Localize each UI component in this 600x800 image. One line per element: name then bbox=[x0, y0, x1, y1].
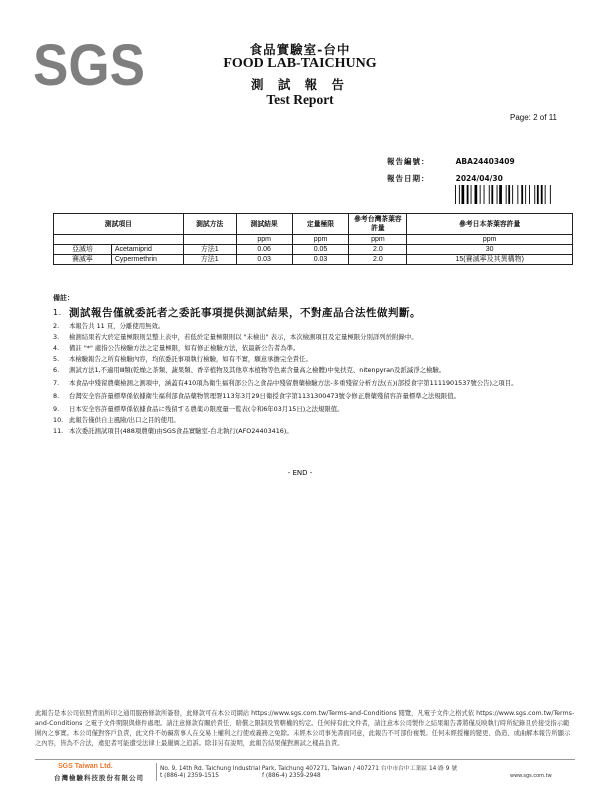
footer-address: No. 9, 14th Rd. Taichung Industrial Park, Taichung 407271, Taiwan / 407271 台中市台中工業區 14 路 9 號 bbox=[160, 766, 458, 772]
report-title-zh: 測 試 報 告 bbox=[250, 77, 350, 92]
table-row bbox=[54, 255, 573, 265]
col-taiwan-mrl: 參考台灣茶葉容許量 bbox=[349, 214, 407, 235]
taiwan-mrl-cell: 2.0 bbox=[349, 255, 407, 265]
method-cell: 方法1 bbox=[183, 255, 236, 265]
result-cell: 0.06 bbox=[236, 245, 292, 255]
report-date-value: 2024/04/30 bbox=[455, 174, 503, 183]
analyte-name-en: Acetamiprid bbox=[111, 245, 183, 255]
analyte-name-en: Cypermethrin bbox=[111, 255, 183, 265]
note-item: 11. 本次委託測試項目(488項農藥)由SGS食品實驗室-台北執行(AFO24403416)。 bbox=[53, 427, 293, 435]
col-test-item: 測試項目 bbox=[54, 214, 184, 235]
notes-list bbox=[53, 305, 573, 437]
unit-cell: ppm bbox=[292, 235, 349, 245]
footer-company-zh: 台灣檢驗科技股份有限公司 bbox=[54, 774, 144, 782]
sgs-logo bbox=[33, 38, 145, 93]
footer-separator bbox=[156, 763, 157, 781]
report-date-label: 報告日期： bbox=[387, 174, 430, 183]
note-item: 9. 日本安全容許量標準係依據食品に残留する農薬の限度量一覧表(令和6年03月15日)之法規限值。 bbox=[53, 405, 344, 413]
note-item: 8. 台灣安全容許量標準係依據衛生福利部食品藥物管理署113年3月29日衛授食字第1131300473號令修正農藥殘留容許量標準之法規限值。 bbox=[53, 392, 460, 400]
report-number bbox=[387, 156, 515, 167]
footer-phone: t (886-4) 2359-1515 bbox=[160, 773, 219, 779]
footer-company-en: SGS Taiwan Ltd. bbox=[58, 763, 113, 770]
unit-cell: ppm bbox=[349, 235, 407, 245]
unit-cell: ppm bbox=[407, 235, 573, 245]
report-date bbox=[387, 173, 503, 184]
loq-cell: 0.03 bbox=[292, 255, 349, 265]
note-item: 1. 測試報告僅就委託者之委託事項提供測試結果，不對產品合法性做判斷。 bbox=[53, 307, 421, 319]
footer-website: www.sgs.com.tw bbox=[510, 773, 552, 779]
note-item: 7. 本食品中殘留農藥檢測之測項中，涵蓋有410項為衛生福利部公告之食品中殘留農藥檢驗方法-多重殘留分析方法(五)(部授食字第1111901537號公告)之項目。 bbox=[53, 379, 518, 387]
analyte-name-zh: 賽滅寧 bbox=[54, 255, 112, 265]
note-item: 6. 測試方法1,不適用Ⅲ類(乾燥之茶類、蔬果類、香辛植物及其他草本植物等色素含量高之檢體)中免扶克、nitenpyran及派滅淨之檢驗。 bbox=[53, 366, 446, 374]
units-row bbox=[54, 235, 573, 245]
page-count: Page: 2 of 11 bbox=[510, 113, 557, 122]
note-item: 4. 備註 "*" 處指公告檢驗方法之定量極限，如有修正檢驗方法，依最新公告者為準。 bbox=[53, 344, 300, 352]
results-table bbox=[53, 213, 573, 265]
loq-cell: 0.05 bbox=[292, 245, 349, 255]
col-loq: 定量極限 bbox=[292, 214, 349, 235]
footer-divider bbox=[35, 759, 575, 760]
japan-mrl-cell: 15(賽滅寧及其異構物) bbox=[407, 255, 573, 265]
method-cell: 方法1 bbox=[183, 245, 236, 255]
report-number-label: 報告編號： bbox=[387, 157, 430, 166]
report-number-value: ABA24403409 bbox=[455, 157, 515, 166]
svg-text:SGS: SGS bbox=[33, 38, 145, 93]
note-item: 2. 本報告共 11 頁，分離使用無效。 bbox=[53, 322, 165, 330]
analyte-name-zh: 亞滅培 bbox=[54, 245, 112, 255]
table-header-row bbox=[54, 214, 573, 235]
note-item: 3. 檢測結果若大於定量極限則呈整上表中，若低於定量極限則以 "未檢出" 表示，本次檢測項目及定量極限分別詳列於附錄中。 bbox=[53, 333, 418, 341]
notes-title: 備註： bbox=[53, 294, 74, 302]
barcode bbox=[455, 185, 577, 204]
note-item: 10. 此報告僅供自主風險/出口之目的使用。 bbox=[53, 416, 180, 424]
report-title-en: Test Report bbox=[266, 92, 334, 107]
taiwan-mrl-cell: 2.0 bbox=[349, 245, 407, 255]
footer-fax: f (886-4) 2359-2948 bbox=[262, 773, 321, 779]
end-marker: - END - bbox=[287, 469, 313, 477]
japan-mrl-cell: 30 bbox=[407, 245, 573, 255]
result-cell: 0.03 bbox=[236, 255, 292, 265]
col-japan-mrl: 參考日本茶葉容許量 bbox=[407, 214, 573, 235]
unit-cell: ppm bbox=[236, 235, 292, 245]
table-row bbox=[54, 245, 573, 255]
lab-name-en: FOOD LAB-TAICHUNG bbox=[223, 56, 377, 71]
col-test-method: 測試方法 bbox=[183, 214, 236, 235]
legal-disclaimer: 此報告是本公司依照背面所印之通用服務條款所簽發，此條款可在本公司網站 https://www.sgs.com.tw/Terms-and-Conditions 閱覽，凡電子文件之格式依 https://www.sgs.com.tw/Terms-and-Conditions 之電子文件期限與條件處理。請注意條款有關於責任、賠償之限制及管轄權的約定。任何持有此文件者，請注意本公司製作之結果報告書將僅反映執行時所紀錄且於接受指示範圍內之事實。本公司僅對客戶負責，此文件不妨礙當事人在交易上權利之行使或義務之免除。未經本公司事先書面同意，此報告不可部份複製。任何未經授權的變更、偽造、或曲解本報告所顯示之內容，皆為不合法，違犯者可能遭受法律上最嚴厲之追訴。除非另有說明，此報告結果僅對測試之樣品負責。 bbox=[35, 710, 575, 747]
col-test-result: 測試結果 bbox=[236, 214, 292, 235]
lab-name-zh: 食品實驗室-台中 bbox=[249, 42, 351, 57]
note-item: 5. 本檢驗報告之所有檢驗內容，均依委託事項執行檢驗，如有不實，願意承擔完全責任。 bbox=[53, 355, 312, 363]
